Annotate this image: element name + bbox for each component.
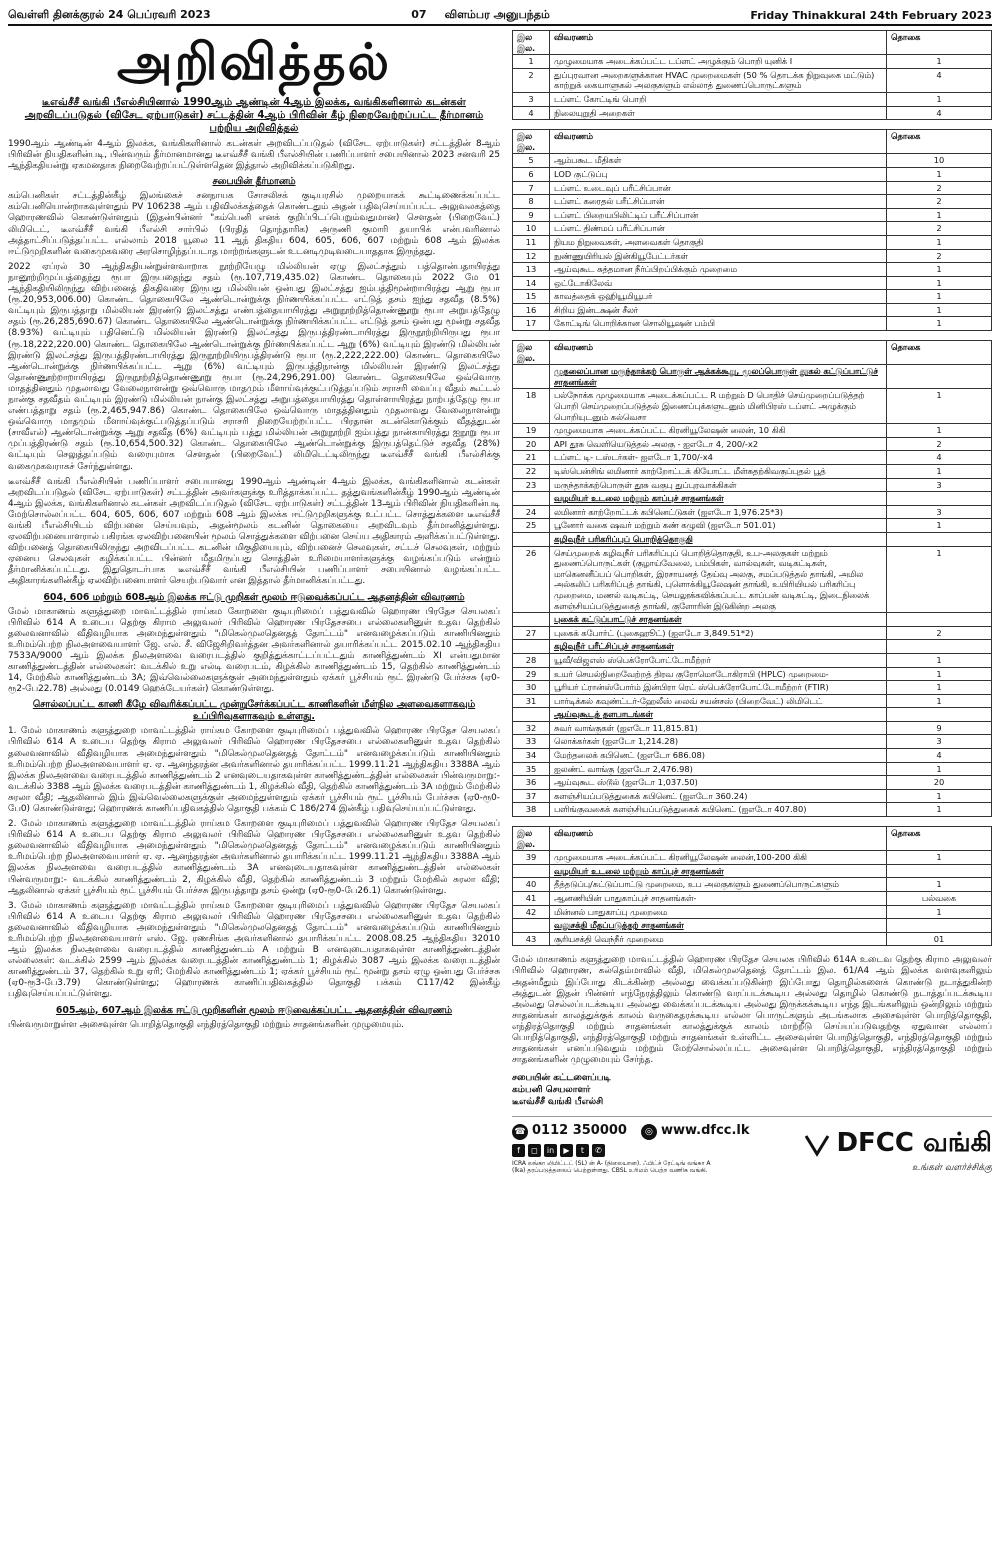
resolution-para-1: கம்பெனிகள் சட்டத்தின்கீழ் இலங்கைச் சனநாயக சோசலிசக் குடியரசில் முறையாகக் கூட்டிணைக்கப்பட்ட கம்பெனியொன்றாகவுள்ளதும் PV 106238 ஆம் பதிவிலக்கத்தைக் கொண்டதும் அதன் பதிவுசெய்யப்பட்ட அலுவலகத்தை ஹொரணவில் கொண்டுள்ளதும் (இதன்பின்னர் "கம்பெனி எனக் குறிப்பிடப்பெறும்வதுமான) சௌதன் (பிறைவேட்) லிமிடெட், டீஎவ்சீசீ வங்கி பீஎல்சி சார்பில் (பிரதித் தொந்தாரிக) அருணி குமாரி தயாபிக் என்பவரினால் அத்தாட்சிப்படுத்தப்பட்ட எல்லாம் 2018 யூலை 11 ஆந் திகதிய 604, 605, 606, 607 மற்றும் 608 ஆம் இலக்க ஈட்டுமுறிகளின் வகைமுகவரை அரசொழிந்தப்படாத மாற்றங்களுடன் உடனடிமுடிவடையாததாக இருந்தது.	[8, 191, 500, 257]
dfcc-logo	[804, 1128, 992, 1161]
item-number: 4	[513, 106, 550, 120]
item-description: பல்நோக்க முழுமையாக அடைக்கப்பட்ட R மற்றும் D பொதிச் செய்முறைப்படுத்தற் பொறி செய்முறைப்படுத்தல் இணைப்புக்களுடனும் மினிபிரஸ் டப்ளட் அழுக்கும் பொறியுடனும் கல்வெசா	[550, 389, 887, 424]
item-number: 39	[513, 851, 550, 865]
item-quantity: 2	[887, 249, 992, 263]
header-left: வெள்ளி தினக்குரல் 24 பெப்ரவரி 2023	[8, 7, 211, 21]
item-quantity: 4	[887, 451, 992, 465]
item-number: 23	[513, 478, 550, 492]
table-row	[513, 776, 992, 790]
table-cell-empty	[513, 708, 550, 722]
item-quantity: 1	[887, 167, 992, 181]
table-cell-empty	[513, 919, 550, 933]
table-row	[513, 208, 992, 222]
web-contact[interactable]	[641, 1123, 750, 1140]
item-number: 40	[513, 878, 550, 892]
table-row	[513, 851, 992, 865]
header-middle	[411, 8, 550, 23]
table-row	[513, 878, 992, 892]
table-row	[513, 749, 992, 763]
table-row	[513, 478, 992, 492]
table-row	[513, 667, 992, 681]
page-number: 07	[411, 7, 427, 21]
item-description: உயர் செயல்நிறைவேற்றத் திரவ குரோமொடோகிராபி (HPLC) முறைமை-	[550, 667, 887, 681]
website-link: www.dfcc.lk	[660, 1123, 750, 1139]
table-row	[513, 290, 992, 304]
item-description: முழுமையாக அடைக்கப்பட்ட டப்ளட் அழுக்கும் பொறி யுனிக் I	[550, 55, 887, 69]
viber-icon[interactable]: ✆	[592, 1144, 605, 1157]
item-quantity: 2	[887, 222, 992, 236]
item-number: 5	[513, 154, 550, 168]
brand-name: DFCC வங்கி	[836, 1128, 992, 1159]
item-quantity: 1	[887, 465, 992, 479]
board-resolution-heading: சபையின் தீர்மானம்	[212, 176, 296, 188]
right-column	[512, 30, 992, 1542]
table-cell-empty	[513, 864, 550, 878]
item-quantity: 1	[887, 694, 992, 708]
item-description: ஒட்டோகிலேவ்	[550, 276, 887, 290]
contact-line	[512, 1123, 750, 1140]
item-quantity: 1	[887, 290, 992, 304]
col-header-qty: தொகை	[887, 31, 992, 55]
item-description: நிலையுறுதி அறைகள்	[550, 106, 887, 120]
item-description: ஆம்பகூட மீதிகள்	[550, 154, 887, 168]
equipment-table-3	[512, 340, 992, 817]
item-quantity: 2	[887, 437, 992, 451]
item-number: 11	[513, 235, 550, 249]
item-description: முழுமையாக அடைக்கப்பட்ட கிரனியூலேஷன் லைன்,100-200 கிகி	[550, 851, 887, 865]
col-header-no: இல இல.	[513, 31, 550, 55]
table-header-row	[513, 341, 992, 365]
item-quantity: 1	[887, 653, 992, 667]
table-row	[513, 451, 992, 465]
item-number: 35	[513, 762, 550, 776]
item-number: 1	[513, 55, 550, 69]
item-quantity: 1	[887, 546, 992, 613]
col-header-no: இல இல.	[513, 827, 550, 851]
land-item-3: 3. மேல் மாகாணம் களுத்துறை மாவட்டத்தில் ராய்கம கோறளை குடியுரிமைப் பத்துவவில் ஹொரண பிரதேச செயலகப் பிரிவில் 614 A உடைய தெற்கு கிராம அலுவலர் பிரிவில் ஹொரண பிரதேசசபை எல்லைகளினுள் உதவ தெற்கில் தலைவனாவில் வீதிவழியாக அமைந்துள்ளதும் "மிகெல்முலதெனதத் தோட்டம்" எனவழைக்கப்படும் காணியினதும் உரிமம்பெற்ற நிலஅளவையாளர் எஸ். ஜே. ரணசிங்க அவர்களினால் தயாரிக்கப்பட்ட 2008.08.25 ஆந்திகதிய 32010 ஆம் இலக்க நிலஅளவை வரைபடத்தில் காணித்துண்டம் A மற்றும் B எனவுடையதாகவுள்ள காணித்துண்டத்தின் எல்லைகள்: வடக்கில் 2599 ஆம் இலக்க வரைபடத்தின் காணித்துண்டம் 1; கிழக்கில் 3087 ஆம் இலக்க வரைபடத்தின் காணித்துண்டம் 37, தெற்கில் உறு ஏரி; மேற்கில் காணித்துண்டம் 1; ஏக்கர் பூச்சியம் ரூட் மூன்று தசம் ஏழு ஒன்பது பேர்ச்சசு (ஏ0-ரூ3-பே3.79) கொண்டுள்ளது; ஹொரணக் காணிப்பதிவகத்தில் தொகுதி பக்கம் C117/42 இன்கீழ் பதிவுசெய்யப்பட்டுள்ளது.	[8, 900, 500, 1000]
land-item-1: 1. மேல் மாகாணம் களுத்துறை மாவட்டத்தில் ராய்கம கோறளை குடியுரிமைப் பத்துவவில் ஹொரண பிரதேச செயலகப் பிரிவில் 614 A உடைய தெற்கு கிராம அலுவலர் பிரிவில் ஹொரண பிரதேசசபை எல்லைகளினுள் உதவ தெற்கில் தலைவனாவில் வீதிவழியாக அமைந்துள்ளதும் "மிகெல்முலதெனதத் தோட்டம்" எனவழைக்கப்படும் காணியினதும் உரிமம்பெற்ற நிலஅளவையாளர் ஏ. ஏ. ஆனந்தரத்ன அவர்களினால் தயாரிக்கப்பட்ட 1999.11.21 ஆந்திகதிய 3388A ஆம் இலக்க நிலஅளவை வரைபடத்தில் காணித்துண்டம் 2 எனவுடையதாகவுள்ள காணித்துண்டத்தின் எல்லைகள் பின்வருமாறு:- வடக்கில் 3388 ஆம் இலக்க வரைபடத்தின் காணித்துண்டம் 1, கிழக்கில் வீதி, தெற்கில் காணித்துண்டம் 3A மற்றும் மேற்கில் சுரலா வீதி; ஆதலினால் இம் இவ்வெல்லைகளுக்குள் அமைந்துள்ளதும் ஏக்கர் பூச்சியம் ரூட் பூச்சியம் பேர்ச்சசு (ஏ0-ரூ0-பே0) கொண்டுள்ளது; ஹொரணக் காணிப்பதிவகத்தில் தொகுதி பக்கம் C 186/274 இன்கீழ் பதிவுசெய்யப்பட்டுள்ளது.	[8, 726, 500, 814]
table-category-row	[513, 365, 992, 389]
item-quantity: 1	[887, 878, 992, 892]
item-number: 12	[513, 249, 550, 263]
item-description: மேற்தலைக் கபினெட் (ஐஎடோ 686.08)	[550, 749, 887, 763]
item-description: பூனோர் வகை ஷவர் மற்றும் கண் கழுவி (ஐஎடோ 501.01)	[550, 519, 887, 533]
item-description: டப்ளட் கோட்டிங் பொறி	[550, 92, 887, 106]
item-number: 27	[513, 626, 550, 640]
col-header-no: இல இல.	[513, 130, 550, 154]
item-number: 17	[513, 317, 550, 331]
table-row	[513, 789, 992, 803]
item-description: நியம நிறுவைகள், அளவைகள் தொகுதி	[550, 235, 887, 249]
movable-assets-description: மேல் மாகாணம் களுத்துறை மாவட்டத்தில் ஹொரண பிரதேச செயலக பிரிவில் 614A உடைவ தெற்கு கிராம அலுவலர் பிரிவில் ஹொரண, கல்தெம்மாவில் வீதி, மிகெல்முலதெனத் தோட்டம் இல. 61/A4 ஆம் இலக்க வளவுகளிலும் அதன்மீதும் இப்போது கிடக்கின்ற அல்லது வைக்கப்படுகின்ற இப்போது தொழில்களைக் கொண்டு நடாத்துகின்ற அத்துடன் இதன் பின்னர் எந்நேரத்திலும் கொண்டு வரப்படக்கூடிய அல்லது தொழில் கொண்டு நடாத்தப்படக்கூடிய அல்லது செல்லப்படக்கூடிய அல்லது வைக்கப்படக்கூடிய அல்லது இருக்கக்கூடிய எந்த இடங்களிலும் ஒன்றிலும் மற்றும் சாதனங்கள் காலத்துக்குக் காலம் வருகைதரக்கூடிய எல்லா பொருட்களும் அடங்கலாக அசைவுள்ள பொறித்தொகுதி, எந்திரத்தொகுதி மற்றும் சாதனங்கள் காலத்துக்குக் காலம் மாற்றீடு செய்யப்படுவதற்கு ஏதுவான எல்லாப் பொறித்தொகுதி, எந்திரத்தொகுதி மற்றும் சாதனங்கள் உள்ளிட்ட அசைவுள்ள பொறித்தொகுதி, எந்திரத்தொகுதி மற்றும் சாதனங்கள் எனப்படுவதும் மற்றும் மேற்சொல்லப்பட்ட அசைவுள்ள பொறித்தொகுதி, எந்திரத்தொகுதி மற்றும் சாதனங்களின் முழுமையும் சேர்ந்த.	[512, 955, 992, 1066]
item-number: 34	[513, 749, 550, 763]
table-row	[513, 106, 992, 120]
item-number: 26	[513, 546, 550, 613]
table-category-row	[513, 613, 992, 627]
table-row	[513, 905, 992, 919]
item-quantity: 3	[887, 735, 992, 749]
category-label: கழிவுநீர் பரீட்சிப்புச் சாதனங்கள்	[550, 640, 887, 654]
category-label: முதலைப்பான மருந்தாக்கற் பொருள் ஆக்கக்கூறு, மூலப்பொருள் தூகல் கட்டுப்பாட்டுச் சாதனங்கள்	[550, 365, 887, 389]
notice-title: அறிவித்தல்	[116, 32, 392, 91]
item-number: 33	[513, 735, 550, 749]
item-description: லொக்கர்கள் (ஐஎடோ 1,214.28)	[550, 735, 887, 749]
item-number: 37	[513, 789, 550, 803]
item-description: காவத்தைக் ஒஹியூமியூபர்	[550, 290, 887, 304]
item-number: 25	[513, 519, 550, 533]
item-quantity: 4	[887, 68, 992, 92]
table-row	[513, 932, 992, 946]
table-row	[513, 222, 992, 236]
item-number: 14	[513, 276, 550, 290]
table-row	[513, 389, 992, 424]
item-description: டப்ளட் கரைதல் பரீட்சிப்பான்	[550, 195, 887, 209]
facebook-icon[interactable]: f	[512, 1144, 525, 1157]
table-cell-empty	[513, 365, 550, 389]
item-number: 9	[513, 208, 550, 222]
item-number: 43	[513, 932, 550, 946]
resolution-para-2: 2022 ஏப்ரல் 30 ஆந்திகதியன்றுள்ளவாறாக நூற்றியேழு மில்லியன் ஏழு இலட்சத்தும் பத்தொன்பதாயிரத்து நானூற்றிமுப்பத்தைந்து ரூபா இருபதைந்து சதம் (ரூ.107,719,435.02) கொண்ட தொகையும் 2022 மே 01 ஆந்திகதியிலிருந்து விற்பனைத் திகதிவரை இருபது மில்லியன் ஒன்பது இலட்சத்து ஐம்பத்திமூன்றாயிரத்து ஆறு ரூபா (ரூ.20,953,006.00) கொண்ட தொகையிலே ஆண்டொன்றுக்கு நிர்ணயிக்கப்பட்ட எட்டுத் தசம் ஐந்து சதவீத (8.5%) வட்டியும் இருபத்தாறு மில்லியன் இரண்டு இலட்சத்து எண்பத்தையாயிரத்து அறுநூற்றித்தொண்ணூறு ரூபா அறுபத்தேழு சதம் (ரூ.26,285,690.67) கொண்ட தொகையிலே ஆண்டொன்றுக்கு நிர்ணயிக்கப்பட்ட எட்டுத் தசம் ஒன்பது மூன்று சதவீத (8.93%) வட்டியும் பதினெட்டு மில்லியன் இரண்டு இலட்சத்து இருபத்திரண்டாயிரத்து இருநூற்றியிருபது ரூபா (ரூ.18,222,220.00) கொண்ட தொகையிலே ஆண்டொன்றுக்கு நிர்ணயிக்கப்பட்ட ஆறு (6%) வட்டியும் இரண்டு மில்லியன் இரண்டு இலட்சத்து இருபத்திரண்டாயிரத்து இருநூற்றியிருபத்திரண்டு ரூபா (ரூ.2,222,222.00) கொண்ட தொகையிலே ஆண்டொன்றுக்கு நிர்ணயிக்கப்பட்ட ஆறு (6%) வட்டியும் இருபத்திநான்கு மில்லியன் இரண்டு இலட்சத்து தொண்ணூற்றாறாயிரத்து இருநூற்றித்தொண்ணூறு ரூபா (ரூ.24,296,291.00) கொண்ட தொகையிலே ஒவ்வொரு மாதத்தினதும் முதலாவது வேலைநாளன்று ஒவ்வொரு மாதமும் மீளாய்வுக்குட்படுத்தப்படும் சராசரி வைப்பு வீதம் கூட்டல் நான்கு சதவீதம் வட்டியும் இரண்டு மில்லியன் நான்கு இலட்சத்து அறுபத்தையாயிரத்து தொள்ளாயிரத்து நாற்பத்தேழு ரூபா எண்பத்தாறு சதம் (ரூ.2,465,947.86) கொண்ட தொகையிலே ஒவ்வொரு மாதத்தினதும் முதலாவது வேலைநாளன்று ஒவ்வொரு மாதமும் மீளாய்வுக்குட்படுத்தப்படும் சராசரி நிறையேற்றப்பட்ட பிரதான கடன்கொடுக்கும் வீதத்துடன் (சாவீஎல்) ஆண்டொன்றுக்கு ஆறு சதவீத (6%) வட்டியும் பத்து மில்லியன் அறுநூற்றி ஐம்பத்து நான்காயிரத்து ஐநூறு ரூபா முப்பத்திரண்டு சதம் (ரூ.10,654,500.32) கொண்ட தொகையிலே ஆண்டொன்றுக்கு இருபத்தெட்டுச் சதவீத (28%) வட்டியும் செலுத்தப்படும் வரையுமாக சௌதன் (பிறைவேட்) லிமிடெட்டிலிருந்து டீஎவ்சீசீ வங்கி பீஎல்சிக்கு வகைமுகவராகச் சேர்ந்துள்ளது.	[8, 261, 500, 472]
signatory-role: கம்பனி செயலாளர்	[512, 1085, 591, 1096]
schedule-1b-heading: சொல்லப்பட்ட காணி கீழே விவரிக்கப்பட்ட முன்றுசேர்க்கப்பட்ட காணிகளின் மீள்நில அளவைகளாகவும் உப்பிரிவுகளாகவும் உள்ளது.	[32, 699, 476, 723]
notice-intro: 1990ஆம் ஆண்டின் 4ஆம் இலக்க, வங்கிகளினால் கடன்கள் அறவிடப்படுதல் (விசேட ஏற்பாடுகள்) சட்டத்தின் 8ஆம் பிரிவின் நியதிகளின்படி, பின்வரும் தீர்மானமானது டீஎவ்சீசீ வங்கி பீஎல்சியின் பணிப்பாளர் சபையினால் 2023 சனவரி 25 ஆந்திகதியன்று ஏகமனதாக நிறைவேற்றப்பட்டுள்ளதென இத்தால் அறிவிக்கப்படுகிறது.	[8, 139, 500, 172]
item-quantity: 1	[887, 92, 992, 106]
header-right: Friday Thinakkural 24th February 2023	[750, 8, 992, 22]
table-row	[513, 167, 992, 181]
table-row	[513, 762, 992, 776]
item-number: 28	[513, 653, 550, 667]
col-header-no: இல இல.	[513, 341, 550, 365]
item-quantity: 20	[887, 776, 992, 790]
schedule-1-heading: 604, 606 மற்றும் 608ஆம் இலக்க ஈட்டு முறிகள் மூலம் ஈடுவைக்கப்பட்ட ஆதனத்தின் விவரணம்	[43, 591, 465, 603]
item-quantity: 1	[887, 317, 992, 331]
item-number: 6	[513, 167, 550, 181]
col-header-qty: தொகை	[887, 827, 992, 851]
col-header-desc: விவரணம்	[550, 130, 887, 154]
item-description: முழுமையாக அடைக்கப்பட்ட கிரனியூலேஷன் லைன், 10 கிகி	[550, 424, 887, 438]
item-quantity: 1	[887, 905, 992, 919]
item-quantity: 9	[887, 721, 992, 735]
item-quantity: 3	[887, 505, 992, 519]
globe-icon: ◎	[641, 1124, 657, 1140]
table-cell-empty	[887, 864, 992, 878]
item-quantity: 1	[887, 803, 992, 817]
item-quantity: 1	[887, 762, 992, 776]
item-description: LOD குட்டுப்பு	[550, 167, 887, 181]
col-header-desc: விவரணம்	[550, 341, 887, 365]
table-row	[513, 68, 992, 92]
table-header-row	[513, 130, 992, 154]
table-row	[513, 681, 992, 695]
item-quantity: 1	[887, 681, 992, 695]
item-description: பார்டிக்கல் கவுண்ட்டர்-ஹேலீஸ் லைவ் சயன்சஸ் (பிறைவேட்) லிமிடெட்	[550, 694, 887, 708]
equipment-table-1	[512, 30, 992, 120]
item-number: 13	[513, 263, 550, 277]
item-description: டப்ளட் திண்மப் பரீட்சிப்பான்	[550, 222, 887, 236]
item-quantity: 1	[887, 276, 992, 290]
item-description: ஆய்வுகூட சுத்தமான நீர்ப்பிறப்பிக்கும் முறைமை	[550, 263, 887, 277]
item-description: டப்ளட் டி- டஸ்டர்கள்- ஐஎடோ 1,700/-x4	[550, 451, 887, 465]
item-number: 7	[513, 181, 550, 195]
phone-icon: ☎	[512, 1124, 528, 1140]
item-number: 8	[513, 195, 550, 209]
item-quantity: 2	[887, 626, 992, 640]
notice-subhead: டீஎவ்சீசீ வங்கி பீஎல்சியினால் 1990ஆம் ஆண்டின் 4ஆம் இலக்க, வங்கிகளினால் கடன்கள் அறவிடப்படுதல் (விசேட ஏற்பாடுகள்) சட்டத்தின் 4ஆம் பிரிவின் கீழ் நிறைவேற்றப்பட்ட தீர்மானம் பற்றிய அறிவித்தல்	[24, 97, 484, 134]
table-cell-empty	[887, 640, 992, 654]
item-description: API தூசு வெளியெடுத்தல் அலகு - ஐஎடோ 4, 200/-x2	[550, 437, 887, 451]
dfcc-v-icon	[804, 1132, 830, 1158]
category-label: வலுசக்தி மீதப்படுத்தற் சாதனங்கள்	[550, 919, 887, 933]
phone-number: 0112 350000	[532, 1123, 627, 1139]
col-header-desc: விவரணம்	[550, 31, 887, 55]
item-quantity: 1	[887, 789, 992, 803]
table-row	[513, 263, 992, 277]
item-description: டப்ளட் பிறையபிலிட்டிப் பரீட்சிப்பான்	[550, 208, 887, 222]
table-category-row	[513, 919, 992, 933]
item-description: லமினார் காற்றோட்டக் கபினெட்டுகள் (ஐஎடோ 1,976.25*3)	[550, 505, 887, 519]
item-number: 36	[513, 776, 550, 790]
table-row	[513, 92, 992, 106]
phone-contact[interactable]	[512, 1123, 627, 1140]
table-cell-empty	[887, 613, 992, 627]
category-label: புகைக் கட்டுப்பாட்டுச் சாதனங்கள்	[550, 613, 887, 627]
dfcc-brand	[804, 1128, 992, 1174]
item-description: டப்ளட் உடைவுப் பரீட்சிப்பான்	[550, 181, 887, 195]
linkedin-icon[interactable]: in	[544, 1144, 557, 1157]
item-number: 2	[513, 68, 550, 92]
item-quantity: 1	[887, 303, 992, 317]
table-header-row	[513, 31, 992, 55]
item-description: ஆய்வுகூட ஸ்டூல் (ஐஎடோ 1,037.50)	[550, 776, 887, 790]
table-row	[513, 249, 992, 263]
twitter-icon[interactable]: t	[576, 1144, 589, 1157]
item-number: 29	[513, 667, 550, 681]
item-quantity: 4	[887, 106, 992, 120]
item-description: துப்புரவான அறைகளுக்கான HVAC முறைமைகள் (50 % தொடக்க நிறுவுகை மட்டும்) காற்றுக் கையாளுகல் அலகுகளும் எல்லாத் துணைப்பொருட்களும்	[550, 68, 887, 92]
table-category-row	[513, 640, 992, 654]
item-quantity: 10	[887, 154, 992, 168]
brand-tagline: உங்கள் வளர்ச்சிக்கு	[912, 1163, 992, 1174]
item-quantity: 3	[887, 478, 992, 492]
item-quantity: 1	[887, 55, 992, 69]
item-description: புகைக் கபோர்ட் (புகைஹூட்) (ஐஎடோ 3,849.51*2)	[550, 626, 887, 640]
item-quantity: 1	[887, 235, 992, 249]
table-row	[513, 803, 992, 817]
item-number: 24	[513, 505, 550, 519]
land-item-2: 2. மேல் மாகாணம் களுத்துறை மாவட்டத்தில் ராய்கம கோறளை குடியுரிமைப் பத்துவவில் ஹொரண பிரதேச செயலகப் பிரிவில் 614 A உடைய தெற்கு கிராம அலுவலர் பிரிவில் ஹொரண பிரதேசசபை எல்லைகளினுள் உதவ தெற்கில் தலைவனாவில் வீதிவழியாக அமைந்துள்ளதும் "மிகெல்முலதெனதத் தோட்டம்" எனவழைக்கப்படும் காணியினதும் உரிமம்பெற்ற நிலஅளவையாளர் ஏ. ஏ. ஆனந்தரத்ன அவர்களினால் தயாரிக்கப்பட்ட 1999.11.21 ஆந்திகதிய 3388A ஆம் இலக்க நிலஅளவை வரைபடத்தில் காணித்துண்டம் 3A எனவுடையதாகவுள்ள காணித்துண்டத்தின் எல்லைகள் பின்வருமாறு:- வடக்கில் காணித்துண்டம் 2, கிழக்கில் வீதி, தெற்கில் காணித்துண்டம் 3 மற்றும் மேற்கில் சுரலா வீதி; ஆதலினால் ஏக்கர் பூச்சியம் ரூட் பூச்சியம் பேர்ச்சசு இருபத்தாறு தசம் ஒன்று (ஏ0-ரூ0-பே26.1) கொண்டுள்ளது.	[8, 819, 500, 896]
item-number: 41	[513, 892, 550, 906]
section-name: விளம்பர அனுபந்தம்	[444, 7, 550, 21]
item-description: கோட்டிங் பொறிக்கான சொலியூஷன் பம்பி	[550, 317, 887, 331]
table-category-row	[513, 864, 992, 878]
table-row	[513, 235, 992, 249]
item-description: மின்னல் பாதுகாப்பு முறைமை	[550, 905, 887, 919]
table-row	[513, 55, 992, 69]
advert-footer	[512, 1116, 992, 1174]
resolution-para-3: டீஎவ்சீசீ வங்கி பீஎல்சியின் பணிப்பாளர் சபையானது 1990ஆம் ஆண்டின் 4ஆம் இலக்க, வங்கிகளினால் கடன்கள் அறவிடப்படுதல் (விசேட ஏற்பாடுகள்) சட்டத்தின் அவர்களுக்கு உரித்தாக்கப்பட்ட தத்துவங்களின்கீழ் 1990ஆம் ஆண்டின் 4ஆம் இலக்க, வங்கிகளினால் கடன்கள் அறவிடப்படுதல் (விசேட ஏற்பாடுகள்) சட்டத்தின் 13ஆம் பிரிவின் நியதிகளின்படி மேற்சொல்லப்பட்ட 604, 605, 606, 607 மற்றும் 608 ஆம் இலக்க ஈட்டுமுறிகளுக்கு உட்பட்ட சொத்துக்களை டீஎவ்சீசீ வங்கி பீஎல்சியிடம் விற்பனை செய்யவும், அதன்மூலம் கடனின் தொகையை அறவிடவும் தீர்மானித்துள்ளது. ஏலவிற்பனையாளரால் பகிரங்க ஏலவிற்பனையின் மூலம் சொத்துக்களை விற்பனை செய்ய அதிகாரம் அளிக்கப்பட்டுள்ளது. விற்பனைத் தொகையிலிருந்து அறவிடப்பட்ட கடனின் மிகுதியையும், விற்பனைச் செலவுகள், சட்டச் செலவுகள், மற்றும் ஏனைய செலவுகள் கழிக்கப்பட்ட பின்னர் மீதமிருப்பது சொத்தின் உரிமையாளர்களுக்கு வழங்கப்படும் என்றும் தீர்மானிக்கப்பட்டது. இதுதொடர்பாக டீஎவ்சீசீ வங்கி பீஎல்சியின் பணிப்பாளர் சபையினால் வழங்கப்பட்ட அதிகாரங்களின்கீழ் ஏலவிற்பனையாளர் செயற்படுவார் என இத்தால் தீர்மானிக்கப்பட்டது.	[8, 476, 500, 587]
table-row	[513, 721, 992, 735]
page-header	[8, 6, 992, 26]
item-description: ஐலண்ட் வாங்கு (ஐஎடோ 2,476.98)	[550, 762, 887, 776]
table-row	[513, 505, 992, 519]
table-category-row	[513, 532, 992, 546]
item-number: 32	[513, 721, 550, 735]
item-quantity: 1	[887, 667, 992, 681]
item-description: சூரியசக்தி வெந்நீர் முறைமை	[550, 932, 887, 946]
item-quantity: 2	[887, 181, 992, 195]
schedule-2-heading: 605ஆம், 607ஆம் இலக்க ஈட்டு முறிகளின் மூலம் ஈடுவைக்கப்பட்ட ஆதனத்தின் விவரணம்	[55, 1004, 453, 1016]
table-row	[513, 626, 992, 640]
table-row	[513, 694, 992, 708]
item-description: நுண்ணுயிரியல் இன்கியூபேட்டர்கள்	[550, 249, 887, 263]
item-description: டிஸ்பென்சிங் லமினார் காற்றோட்டக் கியோட்ட மீள்சுதற்கிவகுப்புதல் பூத்	[550, 465, 887, 479]
table-row	[513, 195, 992, 209]
signatory-org: டீஎவ்சீசீ வங்கி பீஎல்சி	[512, 1097, 604, 1108]
item-description: சிறிய இன்டக்ஷன் சீலர்	[550, 303, 887, 317]
instagram-icon[interactable]: ◻	[528, 1144, 541, 1157]
item-description: தீத்தடுப்பு/கட்டுப்பாட்டு முறைமை, உப அலகுகளும் துணைப்பொருட்களும்	[550, 878, 887, 892]
youtube-icon[interactable]: ▶	[560, 1144, 573, 1157]
item-quantity: 1	[887, 851, 992, 865]
table-cell-empty	[887, 492, 992, 506]
table-row	[513, 276, 992, 290]
item-number: 21	[513, 451, 550, 465]
item-description: யூவீ/விஜஎஸ் ஸ்பெக்ரோபோட்டோமீற்றர்	[550, 653, 887, 667]
item-description: பளிங்குவகைக் களஞ்சியப்படுத்துகைக் கபினெட் (ஐஎடோ 407.80)	[550, 803, 887, 817]
table-row	[513, 519, 992, 533]
item-quantity: 2	[887, 195, 992, 209]
item-description: செய்முறைக் கழிவுநீர் பரிகரிப்புப் பொறித்தொகுதி, உப-அலகுகள் மற்றும் துணைப்பொருட்கள் (குழாய்வேலை, பம்பிகள், வால்வுகள், வடிகட்டிகள், மாகெனனீப்பப் பொறிகள், இரசாயனத் தேய்வு அலகு, சமப்படுத்தல் தாங்கி, அமில அல்கலிப் பரிகரிப்புத் தாங்கி, புளொக்கியூலேஷன் தாங்கி, உயிரியியல் பரிகரிப்பு முறைமை, மணல் வடிகட்டி, செயலூக்கவிக்கப்பட்ட காப்பன் வடிகட்டி, இடைநிலைக் களஞ்சியப்படுத்துகைத் தாங்கி, குளோரின் இடுகின்ற அலகு	[550, 546, 887, 613]
equipment-table-4	[512, 826, 992, 946]
table-row	[513, 546, 992, 613]
item-quantity: 1	[887, 263, 992, 277]
table-cell-empty	[887, 532, 992, 546]
table-cell-empty	[887, 708, 992, 722]
table-cell-empty	[513, 640, 550, 654]
table-row	[513, 653, 992, 667]
table-row	[513, 465, 992, 479]
item-number: 15	[513, 290, 550, 304]
by-order-text: சபையின் கட்டளைப்படி	[512, 1073, 611, 1084]
signature-block	[512, 1072, 992, 1108]
item-description: ஆனணியின் பாதுகாப்புச் சாதனங்கள்-	[550, 892, 887, 906]
item-number: 31	[513, 694, 550, 708]
table-row	[513, 892, 992, 906]
item-description: சுவர் வாங்குகள் (ஐஎடோ 11,815.81)	[550, 721, 887, 735]
col-header-qty: தொகை	[887, 341, 992, 365]
table-row	[513, 424, 992, 438]
item-number: 3	[513, 92, 550, 106]
item-number: 20	[513, 437, 550, 451]
category-label: ஆய்வுகூடத் தளபாடங்கள்	[550, 708, 887, 722]
item-quantity: 01	[887, 932, 992, 946]
table-cell-empty	[513, 532, 550, 546]
item-description: பூரியர் ட்ரான்ஸ்போர்ம் இன்பிரா ரெட் ஸ்பெக்ரோபோட்டோமீற்றர் (FTIR)	[550, 681, 887, 695]
item-number: 19	[513, 424, 550, 438]
table-cell-empty	[887, 919, 992, 933]
category-label: கழிவுநீர் பரிகரிப்புப் பொறித்தொகுதி	[550, 532, 887, 546]
col-header-qty: தொகை	[887, 130, 992, 154]
item-quantity: 1	[887, 208, 992, 222]
item-quantity: 4	[887, 749, 992, 763]
contact-block	[512, 1123, 750, 1174]
table-category-row	[513, 708, 992, 722]
item-number: 10	[513, 222, 550, 236]
table-cell-empty	[887, 365, 992, 389]
table-row	[513, 317, 992, 331]
table-category-row	[513, 492, 992, 506]
category-label: வழமியர் உடலை மற்றும் காப்புச் சாதனங்கள்	[550, 864, 887, 878]
item-description: மருந்தாக்கற்பொருள் தூசு வகுபு துப்புரவாக்கிகள்	[550, 478, 887, 492]
table-header-row	[513, 827, 992, 851]
item-number: 38	[513, 803, 550, 817]
item-number: 30	[513, 681, 550, 695]
item-quantity: பல்வகை	[887, 892, 992, 906]
schedule-2-text: பின்வருமாறுள்ள அசைவுள்ள பொறித்தொகுதி எந்திரத்தொகுதி மற்றும் சாதனங்களின் முழுமையும்.	[8, 1019, 404, 1030]
table-row	[513, 303, 992, 317]
schedule-1-text: மேல் மாகாணம் களுத்துறை மாவட்டத்தில் ராய்கம கோறளை குடியுரிமைப் பத்துவவில் ஹொரண பிரதேச செயலகப் பிரிவில் 614 A உடைய தெற்கு கிராம அலுவலர் பிரிவில் ஹொரண பிரதேசசபை எல்லைகளினுள் உதவ தெற்கில் தலைவனாவில் வீதிவழியாக அமைந்துள்ளதும் "மிகெல்முலதெனதத் தோட்டம்" எனவழைக்கப்படும் காணியினதும் உரிமம்பெற்ற நிலஅளவையாளர் ஜே. எல். சீ. விஜேசிறிவர்த்தன அவர்களினால் தயாரிக்கப்பட்ட 2015.02.10 ஆந்திகதிய 7533A/9000 ஆம் இலக்க நிலஅளவை வரைபடத்தில் குறித்துக்காட்டப்பட்டதும் காணித்துண்டம் XI என்பதுமான காணித்துண்டத்தின் எல்லைகள்: வடக்கில் உறு எல்டி வரைபடம், கிழக்கில் காணித்துண்டம் 15, தெற்கில் காணித்துண்டம் 14, மேற்கில் காணித்துண்டம் 3A; இவ்வெல்லைகளுக்குள் அமைந்துள்ளதும் ஏக்கர் பூச்சியம் ரூட் இரண்டு பேர்ச்சசு (ஏ0-ரூ2-பே22.78) அல்லது (0.0149 ஹெக்டேயர்கள்) கொண்டுள்ளது.	[8, 606, 500, 695]
col-header-desc: விவரணம்	[550, 827, 887, 851]
item-number: 22	[513, 465, 550, 479]
table-cell-empty	[513, 613, 550, 627]
item-quantity: 1	[887, 424, 992, 438]
item-number: 16	[513, 303, 550, 317]
category-label: வழமியர் உடலை மற்றும் காப்புச் சாதனங்கள்	[550, 492, 887, 506]
equipment-table-2	[512, 129, 992, 331]
table-row	[513, 181, 992, 195]
table-row	[513, 437, 992, 451]
table-cell-empty	[513, 492, 550, 506]
item-quantity: 1	[887, 389, 992, 424]
rating-fineprint: ICRA லங்கா லிமிட்டட் (SL) ன் A- (நிலையான). ஃபிட்ச் ரேட்டிங் லங்கா A (lka) தரப்படுத்தலைப் பெற்றுள்ளது. CBSL உரிமம் பெற்ற வணிக வங்கி.	[512, 1160, 711, 1175]
table-row	[513, 735, 992, 749]
social-icons-row	[512, 1144, 750, 1157]
item-description: களஞ்சியப்படுத்துகைக் கபினெட் (ஐஎடோ 360.24)	[550, 789, 887, 803]
table-row	[513, 154, 992, 168]
left-column	[8, 30, 500, 1542]
item-number: 42	[513, 905, 550, 919]
item-number: 18	[513, 389, 550, 424]
item-quantity: 1	[887, 519, 992, 533]
